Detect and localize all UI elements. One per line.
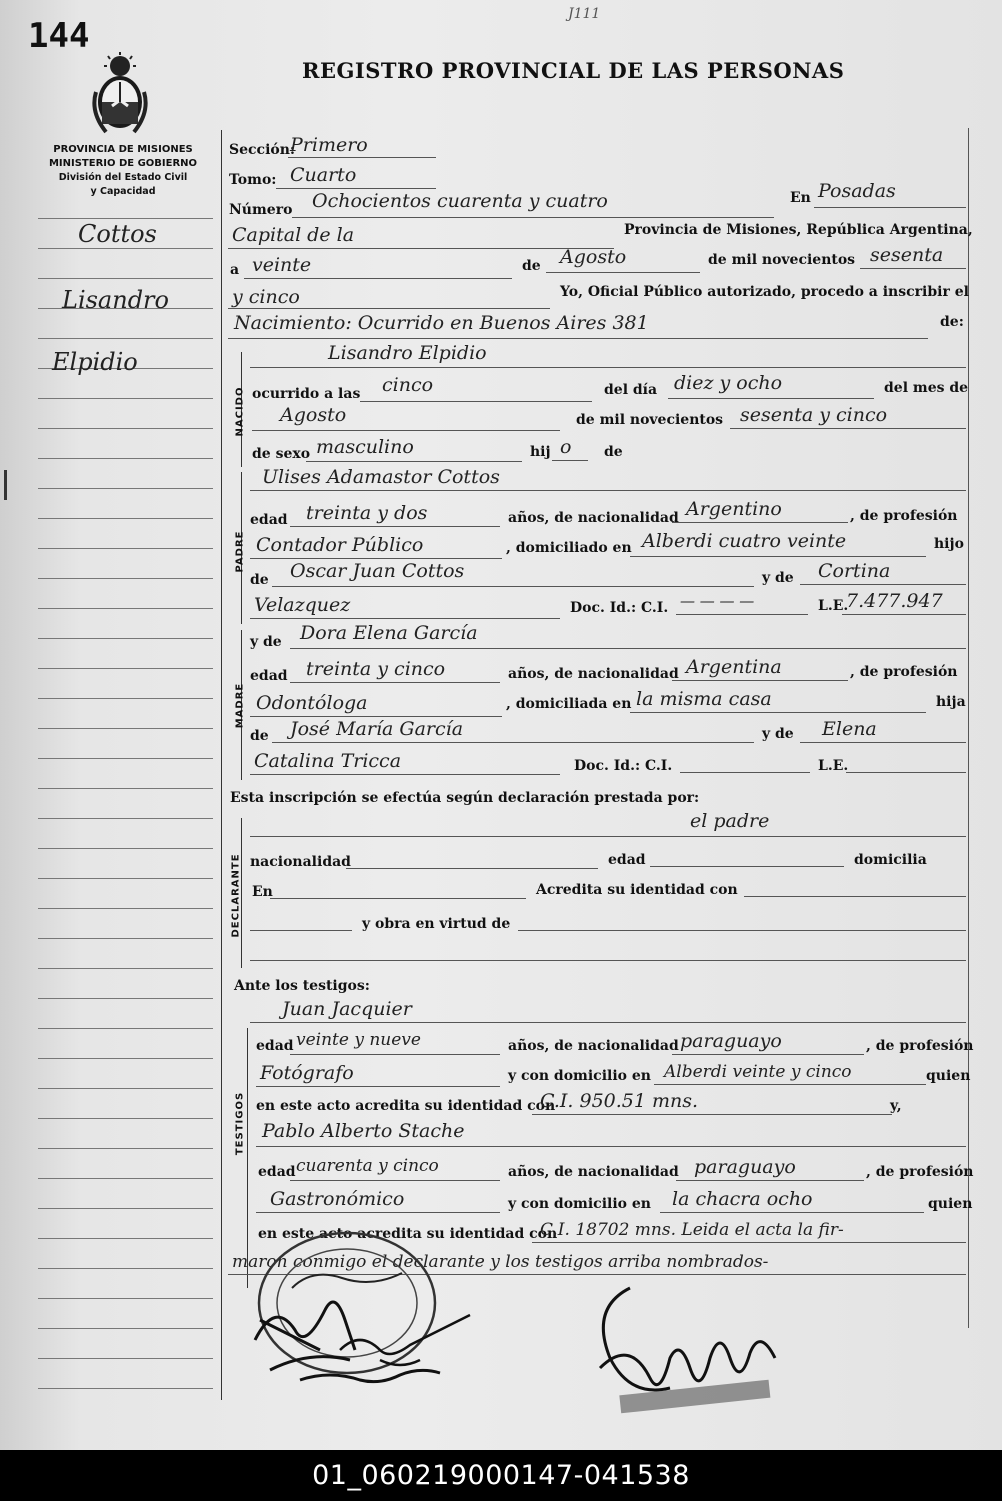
- value-declarante: el padre: [690, 810, 770, 832]
- section-tag-madre: MADRE: [234, 682, 246, 729]
- value-t1-edad: veinte y nueve: [296, 1030, 421, 1050]
- label-madre-domicilio: , domiciliada en: [506, 696, 632, 712]
- section-testigos-frame: [247, 1028, 248, 1288]
- label-yo: Yo, Oficial Público autorizado, procedo a inscribir el: [560, 284, 969, 300]
- label-padre-anos: años, de nacionalidad: [508, 510, 679, 526]
- value-madre-edad: treinta y cinco: [306, 658, 446, 680]
- label-en: En: [790, 190, 811, 206]
- label-madre-doc: Doc. Id.: C.I.: [574, 758, 673, 774]
- label-padre-domicilio: , domiciliado en: [506, 540, 632, 556]
- label-decl-nacionalidad: nacionalidad: [250, 854, 351, 870]
- value-dia: veinte: [252, 254, 312, 276]
- label-ante-testigos: Ante los testigos:: [234, 978, 370, 994]
- value-padre-nac: Argentino: [686, 498, 782, 520]
- margin-first-name: Lisandro: [62, 286, 169, 314]
- label-t2-en-este-acto: en este acto acredita su identidad con: [258, 1226, 558, 1242]
- value-anio-2: y cinco: [232, 286, 300, 308]
- label-madre-de: de: [250, 728, 269, 744]
- label-declaracion: Esta inscripción se efectúa según declaración prestada por:: [230, 790, 700, 806]
- label-de-colon: de:: [940, 314, 964, 330]
- value-testigo1: Juan Jacquier: [282, 998, 412, 1020]
- value-t1-dom: Alberdi veinte y cinco: [664, 1062, 852, 1082]
- label-padre-doc: Doc. Id.: C.I.: [570, 600, 669, 616]
- value-anio-nac: sesenta y cinco: [740, 404, 888, 426]
- footer-label: 01_060219000147-041538: [0, 1450, 1002, 1501]
- value-seccion: Primero: [290, 134, 368, 156]
- coat-of-arms-icon: [90, 52, 150, 138]
- value-padre-le: 7.477.947: [846, 590, 943, 612]
- value-t2-nac: paraguayo: [694, 1156, 796, 1178]
- value-padre-edad: treinta y dos: [306, 502, 428, 524]
- value-madre-prof: Odontóloga: [256, 692, 368, 714]
- label-decl-domicilia: domicilia: [854, 852, 927, 868]
- label-t1-y: y,: [890, 1098, 902, 1114]
- frame-right-border: [968, 128, 969, 1328]
- label-madre-le: L.E.: [818, 758, 849, 774]
- value-mes-nac: Agosto: [280, 404, 347, 426]
- side-header-line: y Capacidad: [90, 186, 156, 197]
- label-padre-profesion: , de profesión: [850, 508, 958, 524]
- side-header-line: División del Estado Civil: [58, 172, 188, 183]
- value-t1-nac: paraguayo: [680, 1030, 782, 1052]
- label-t2-edad: edad: [258, 1164, 296, 1180]
- label-t2-quien: quien: [928, 1196, 973, 1212]
- value-madre-y-de: Elena: [822, 718, 877, 740]
- label-t2-domicilio: y con domicilio en: [508, 1196, 651, 1212]
- label-madre-y-de: y de: [250, 634, 282, 650]
- label-del-mes: del mes de: [884, 380, 969, 396]
- signature-right-icon: [590, 1268, 790, 1418]
- value-t2-dom: la chacra ocho: [672, 1188, 813, 1210]
- binding-mark: [4, 470, 7, 500]
- signature-left-icon: [240, 1280, 500, 1400]
- label-t2-anos: años, de nacionalidad: [508, 1164, 679, 1180]
- value-madre-y-de-2: Catalina Tricca: [254, 750, 402, 772]
- value-madre-nac: Argentina: [686, 656, 782, 678]
- label-t1-edad: edad: [256, 1038, 294, 1054]
- label-provincia: Provincia de Misiones, República Argentina,: [624, 222, 973, 238]
- top-mark: J111: [568, 6, 601, 22]
- label-padre-y-de: y de: [762, 570, 794, 586]
- value-t2-prof: Gastronómico: [270, 1188, 405, 1210]
- value-t2-edad: cuarenta y cinco: [296, 1156, 439, 1176]
- section-tag-declarante: DECLARANTE: [230, 853, 242, 938]
- value-tomo: Cuarto: [290, 164, 357, 186]
- value-hij-suffix: o: [560, 436, 572, 458]
- label-hija: hija: [936, 694, 966, 710]
- label-madre-profesion: , de profesión: [850, 664, 958, 680]
- value-anio-1: sesenta: [870, 244, 944, 266]
- label-seccion: Sección:: [229, 142, 296, 158]
- label-del-dia: del día: [604, 382, 658, 398]
- label-decl-acredita: Acredita su identidad con: [536, 882, 738, 898]
- label-t1-en-este-acto: en este acto acredita su identidad con: [256, 1098, 556, 1114]
- label-t1-domicilio: y con domicilio en: [508, 1068, 651, 1084]
- value-padre-y-de: Cortina: [818, 560, 891, 582]
- label-t1-anos: años, de nacionalidad: [508, 1038, 679, 1054]
- label-t1-profesion: , de profesión: [866, 1038, 974, 1054]
- document-title: REGISTRO PROVINCIAL DE LAS PERSONAS: [302, 58, 845, 83]
- value-hora: cinco: [382, 374, 434, 396]
- value-t1-prof: Fotógrafo: [260, 1062, 354, 1084]
- value-nombre: Lisandro Elpidio: [328, 342, 487, 364]
- value-en: Posadas: [818, 180, 896, 202]
- value-cierre: maron conmigo el declarante y los testigos arriba nombrados-: [232, 1252, 769, 1272]
- label-t1-quien: quien: [926, 1068, 971, 1084]
- label-tomo: Tomo:: [229, 172, 277, 188]
- label-decl-edad: edad: [608, 852, 646, 868]
- value-dia-nac: diez y ocho: [674, 372, 783, 394]
- side-header: [28, 143, 218, 199]
- value-madre: Dora Elena García: [300, 622, 478, 644]
- value-padre-y-de-2: Velazquez: [254, 594, 351, 616]
- value-testigo2: Pablo Alberto Stache: [262, 1120, 465, 1142]
- label-madre-edad: edad: [250, 668, 288, 684]
- margin-middle-name: Elpidio: [52, 348, 138, 376]
- value-capital: Capital de la: [232, 224, 355, 246]
- value-madre-dom: la misma casa: [636, 688, 772, 710]
- value-acta: Nacimiento: Ocurrido en Buenos Aires 381: [234, 312, 649, 334]
- label-a: a: [230, 262, 240, 278]
- label-de-mil-novecientos: de mil novecientos: [708, 252, 856, 268]
- value-madre-hija-de: José María García: [290, 718, 464, 740]
- value-t2-ci: C.I. 18702 mns. Leida el acta la fir-: [540, 1220, 844, 1240]
- label-ocurrido: ocurrido a las: [252, 386, 361, 402]
- label-decl-en: En: [252, 884, 273, 900]
- label-de-hij: de: [604, 444, 623, 460]
- value-padre-dom: Alberdi cuatro veinte: [642, 530, 847, 552]
- label-padre-de: de: [250, 572, 269, 588]
- label-padre-edad: edad: [250, 512, 288, 528]
- label-madre-y-de-2: y de: [762, 726, 794, 742]
- frame-left-border: [221, 130, 222, 1400]
- label-madre-anos: años, de nacionalidad: [508, 666, 679, 682]
- side-header-line: MINISTERIO DE GOBIERNO: [48, 158, 198, 169]
- value-padre: Ulises Adamastor Cottos: [262, 466, 500, 488]
- side-header-line: PROVINCIA DE MISIONES: [53, 144, 193, 155]
- label-decl-obra: y obra en virtud de: [362, 916, 511, 932]
- margin-surname: Cottos: [78, 220, 157, 248]
- page-number: 144: [28, 16, 90, 56]
- label-hij: hij: [530, 444, 551, 460]
- value-mes: Agosto: [560, 246, 627, 268]
- value-padre-hijo-de: Oscar Juan Cottos: [290, 560, 465, 582]
- value-padre-ci: — — — —: [680, 592, 755, 610]
- label-hijo: hijo: [934, 536, 964, 552]
- value-sexo: masculino: [316, 436, 414, 458]
- label-mil-novecientos-2: de mil novecientos: [576, 412, 724, 428]
- value-padre-prof: Contador Público: [256, 534, 424, 556]
- label-padre-le: L.E.: [818, 598, 849, 614]
- label-t2-profesion: , de profesión: [866, 1164, 974, 1180]
- value-numero: Ochocientos cuarenta y cuatro: [312, 190, 608, 212]
- section-tag-nacido: NACIDO: [234, 386, 246, 437]
- label-numero: Número: [229, 202, 293, 218]
- section-tag-testigos: TESTIGOS: [234, 1091, 246, 1156]
- label-sexo: de sexo: [252, 446, 311, 462]
- section-tag-padre: PADRE: [234, 530, 246, 573]
- value-t1-ci: C.I. 950.51 mns.: [540, 1090, 699, 1112]
- label-de: de: [522, 258, 541, 274]
